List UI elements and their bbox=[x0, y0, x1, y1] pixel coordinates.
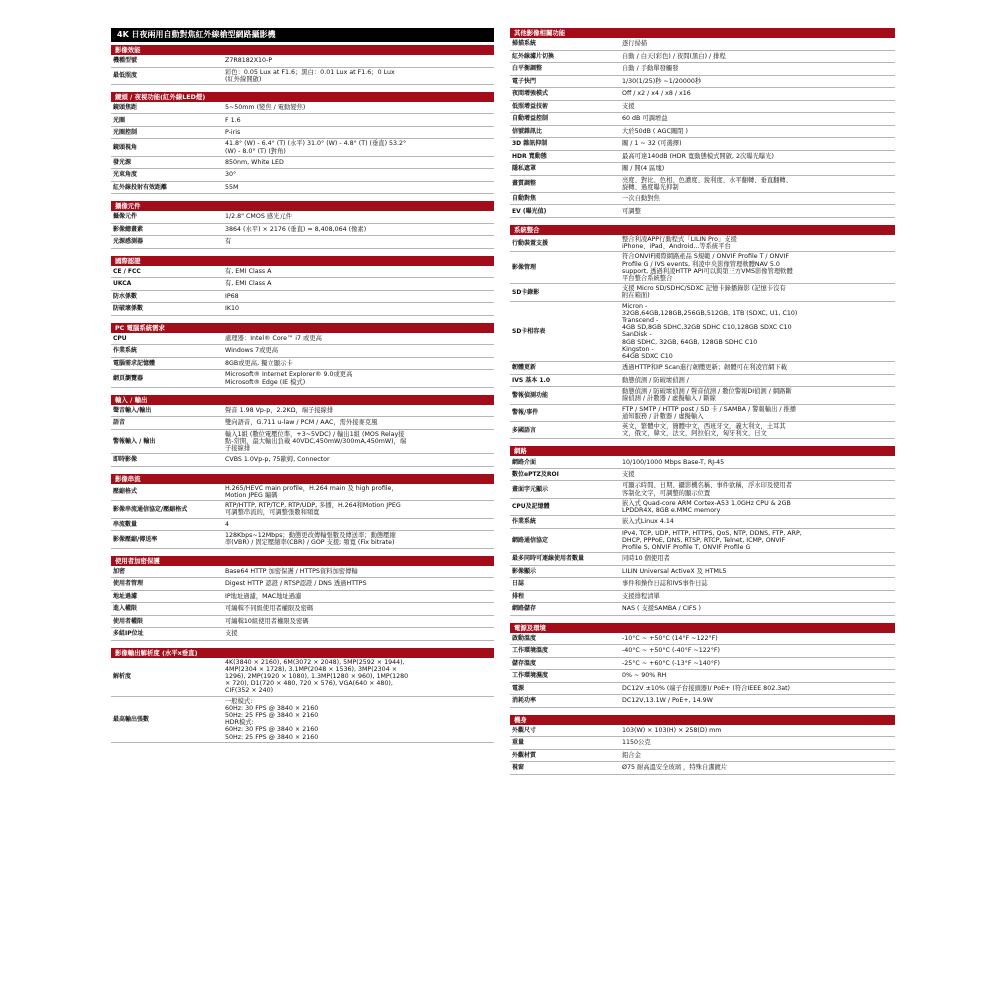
spec-label: 防破壞係數 bbox=[113, 305, 144, 313]
spec-row bbox=[111, 303, 494, 316]
spec-label: 紅外線濾片切換 bbox=[512, 52, 555, 60]
spec-value: 可編輯不同級使用者權限及密碼 bbox=[225, 605, 314, 613]
spec-label: 多國語言 bbox=[512, 426, 537, 434]
spec-row bbox=[510, 387, 895, 404]
spec-row bbox=[510, 163, 895, 176]
spec-value: 可顯示時間、日期、攝影機名稱、事件欲稱，浮水印及使用者 客制化文字，可調整的顯示位置 bbox=[622, 482, 793, 497]
spec-row bbox=[111, 114, 494, 127]
spec-value: 嵌入式 Quad-core ARM Cortex-A53 1.0GHz CPU & 2GB LPDDR4X, 8GB e.MMC memory bbox=[622, 499, 791, 514]
spec-value: -25°C ~ +60°C (-13°F ~140°F) bbox=[622, 659, 720, 667]
spec-row bbox=[111, 291, 494, 304]
spec-row bbox=[510, 750, 895, 763]
spec-row bbox=[510, 38, 895, 51]
spec-value: Z7R8182X10-P bbox=[225, 57, 273, 65]
section-spacer bbox=[510, 708, 895, 715]
spec-row bbox=[510, 603, 895, 616]
left-sections bbox=[111, 45, 494, 743]
spec-value: 支援 bbox=[622, 471, 635, 479]
section-spacer bbox=[111, 467, 494, 474]
spec-label: 隱私遮罩 bbox=[512, 165, 537, 173]
right-sections bbox=[510, 28, 895, 775]
spec-label: 3D 雜訊抑制 bbox=[512, 140, 548, 148]
spec-value: 可調整 bbox=[622, 207, 641, 215]
spec-label: 自動對焦 bbox=[512, 195, 537, 203]
spec-row bbox=[510, 205, 895, 218]
spec-label: 攝像元件 bbox=[113, 213, 138, 221]
spec-value: 4K(3840 × 2160), 6M(3072 × 2048), 5MP(2592 × 1944), 4MP(2304 × 1728), 3.1MP(2048 × 1536), 3MP(2304 × 1296), 2MP(1920 × 1080), 1.3MP(1280 × 960), 1MP(1280 × 720), D1(720 × 480, 720 × 576), VGA(640 × 480), CIF(352 × 240) bbox=[225, 658, 409, 695]
spec-label: HDR 寬動態 bbox=[512, 152, 547, 160]
spec-label: CE / FCC bbox=[113, 267, 141, 275]
spec-label: 工作環境濕度 bbox=[512, 672, 549, 680]
spec-value: 103(W) × 103(H) × 258(D) mm bbox=[622, 726, 722, 734]
spec-section bbox=[111, 556, 494, 641]
spec-row bbox=[510, 235, 895, 252]
spec-label: 影像壓縮/傳送率 bbox=[113, 535, 158, 543]
spec-row bbox=[510, 683, 895, 696]
section-spacer bbox=[111, 388, 494, 395]
section-spacer bbox=[111, 194, 494, 201]
spec-value: 關 / 開(4 區塊) bbox=[622, 165, 665, 173]
section-spacer bbox=[111, 85, 494, 92]
spec-label: 光圈控制 bbox=[113, 129, 138, 137]
spec-label: 行動裝置支援 bbox=[512, 239, 549, 247]
spec-label: 解析度 bbox=[113, 672, 132, 680]
spec-row bbox=[111, 278, 494, 291]
spec-label: 防水係數 bbox=[113, 292, 138, 300]
spec-row bbox=[111, 578, 494, 591]
spec-label: 紅外線投射有效距離 bbox=[113, 183, 168, 191]
spec-row bbox=[111, 566, 494, 579]
spec-value: 事件和操作日誌和IVS事件日誌 bbox=[622, 580, 708, 588]
right-spec-column bbox=[510, 28, 895, 775]
spec-label: CPU及記憶體 bbox=[512, 503, 550, 511]
spec-section bbox=[111, 474, 494, 549]
section-header: 使用者加密保護 bbox=[111, 556, 494, 566]
spec-row bbox=[510, 405, 895, 422]
spec-label: 串流數量 bbox=[113, 520, 138, 528]
spec-label: 白平衡調整 bbox=[512, 65, 543, 73]
spec-row bbox=[111, 519, 494, 532]
spec-row bbox=[111, 182, 494, 195]
spec-value: 支援 bbox=[225, 630, 238, 638]
spec-value: Base64 HTTP 加密保護 / HTTPS資料加密傳輸 bbox=[225, 567, 358, 575]
spec-label: SD卡相容表 bbox=[512, 327, 546, 335]
spec-value: 輸入1組 (數位電壓位準，+3~5VDC) / 輸出1組 (MOS Relay接 點-常開，最大輸出負載 40VDC,450mW/300mA,450mW)，端 子接線排 bbox=[225, 430, 407, 453]
left-spec-column bbox=[111, 28, 494, 743]
spec-value: 支援排程清單 bbox=[622, 592, 660, 600]
spec-label: SD卡錄影 bbox=[512, 288, 540, 296]
spec-value: LILIN Universal ActiveX 及 HTML5 bbox=[622, 567, 727, 575]
spec-value: 雙向語音，G.711 u-law / PCM / AAC，需外接麥克風 bbox=[225, 419, 378, 427]
spec-row bbox=[111, 333, 494, 346]
spec-row bbox=[510, 193, 895, 206]
spec-label: 消耗功率 bbox=[512, 697, 537, 705]
spec-label: 警報偵測功能 bbox=[512, 391, 549, 399]
spec-value: IP68 bbox=[225, 292, 239, 300]
spec-row bbox=[111, 430, 494, 455]
spec-label: 發光源 bbox=[113, 158, 132, 166]
spec-row bbox=[510, 529, 895, 554]
spec-label: 韌體更新 bbox=[512, 364, 537, 372]
section-spacer bbox=[111, 316, 494, 323]
spec-label: 光源感測器 bbox=[113, 238, 144, 246]
product-title: 4K 日夜兩用自動對焦紅外線槍型網路攝影機 bbox=[111, 28, 494, 42]
section-spacer bbox=[510, 439, 895, 446]
spec-label: 使用者權限 bbox=[113, 617, 144, 625]
spec-row bbox=[510, 578, 895, 591]
spec-label: 聲音輸入/輸出 bbox=[113, 406, 152, 414]
spec-row bbox=[111, 345, 494, 358]
spec-value: 41.8° (W) - 6.4° (T) (水平) 31.0° (W) - 4.8° (T) (垂直) 53.2° (W) - 8.0° (T) (對角) bbox=[225, 140, 407, 155]
section-header: 攝像元件 bbox=[111, 201, 494, 211]
spec-value: DC12V,13.1W / PoE+, 14.9W bbox=[622, 697, 713, 705]
spec-row bbox=[111, 616, 494, 629]
spec-row bbox=[510, 670, 895, 683]
spec-label: 影像總畫素 bbox=[113, 225, 144, 233]
spec-value: 逐行掃描 bbox=[622, 40, 648, 48]
spec-value: 大於50dB ( AGC關閉 ) bbox=[622, 127, 688, 135]
section-header: 機身 bbox=[510, 715, 895, 725]
spec-value: 動態偵測 / 防破壞偵測 / bbox=[622, 376, 689, 384]
spec-row bbox=[111, 405, 494, 418]
spec-value: 聲音 1.98 Vp-p，2.2KΩ，端子接線排 bbox=[225, 406, 334, 414]
section-header: 影像效能 bbox=[111, 45, 494, 55]
spec-value: 支援 bbox=[622, 102, 635, 110]
spec-value: 亮度、對比、色相、色濃度、銳利度、水平翻轉、垂直翻轉、 旋轉、過度曝光抑制 bbox=[622, 176, 793, 191]
spec-label: 壓縮格式 bbox=[113, 488, 138, 496]
spec-value: 處理器：Intel® Core™ i7 或更高 bbox=[225, 334, 322, 342]
spec-label: 視窗 bbox=[512, 764, 525, 772]
spec-section bbox=[510, 28, 895, 218]
spec-value: 5~50mm (變焦 / 電動變焦) bbox=[225, 104, 306, 112]
spec-value: P-iris bbox=[225, 129, 241, 137]
spec-row bbox=[510, 51, 895, 64]
spec-row bbox=[510, 113, 895, 126]
spec-label: 最低照度 bbox=[113, 72, 138, 80]
spec-row bbox=[510, 362, 895, 375]
spec-row bbox=[111, 68, 494, 85]
spec-value: 55M bbox=[225, 183, 239, 191]
spec-label: 加密 bbox=[113, 567, 126, 575]
spec-row bbox=[510, 302, 895, 363]
spec-label: 外觀尺寸 bbox=[512, 726, 537, 734]
spec-row bbox=[111, 531, 494, 548]
section-spacer bbox=[510, 218, 895, 225]
spec-label: 機種型號 bbox=[113, 57, 138, 65]
spec-row bbox=[510, 499, 895, 516]
section-header: 鏡頭 / 夜視功能(紅外線LED燈) bbox=[111, 92, 494, 102]
spec-row bbox=[111, 55, 494, 68]
spec-label: 作業系統 bbox=[113, 347, 138, 355]
section-header: 輸入 / 輸出 bbox=[111, 395, 494, 405]
spec-row bbox=[111, 628, 494, 641]
spec-label: 外觀材質 bbox=[512, 751, 537, 759]
spec-row bbox=[510, 645, 895, 658]
spec-value: 一次自動對焦 bbox=[622, 195, 660, 203]
spec-row bbox=[510, 176, 895, 193]
spec-label: 排程 bbox=[512, 592, 525, 600]
spec-value: 自動 / 白天(彩色) / 夜間(黑白) / 排程 bbox=[622, 52, 726, 60]
spec-label: 日誌 bbox=[512, 580, 525, 588]
spec-label: 多組IP位址 bbox=[113, 630, 144, 638]
spec-value: 關 / 1 ~ 32 (可選擇) bbox=[622, 140, 682, 148]
spec-value: 自動 / 手動單發觸發 bbox=[622, 65, 679, 73]
spec-section bbox=[111, 323, 494, 388]
spec-section bbox=[510, 446, 895, 615]
spec-label: 使用者管理 bbox=[113, 580, 144, 588]
spec-row bbox=[510, 516, 895, 529]
spec-row bbox=[111, 417, 494, 430]
spec-label: 最多同時可連線使用者數量 bbox=[512, 555, 585, 563]
spec-label: 地址過濾 bbox=[113, 592, 138, 600]
spec-value: 彩色：0.05 Lux at F1.6；黑白：0.01 Lux at F1.6；0 Lux (紅外線開啟) bbox=[225, 68, 395, 83]
spec-row bbox=[510, 591, 895, 604]
spec-value: 英文，繁體中文，簡體中文，西班牙文，義大利文，土耳其 文，俄文，韓文，法文，阿拉伯文，匈牙利文，日文 bbox=[622, 422, 786, 438]
spec-row bbox=[510, 725, 895, 738]
spec-row bbox=[510, 63, 895, 76]
spec-row bbox=[111, 102, 494, 115]
spec-row bbox=[111, 169, 494, 182]
spec-label: 儲存溫度 bbox=[512, 659, 537, 667]
spec-value: 850nm, White LED bbox=[225, 158, 284, 166]
spec-value: CVBS 1.0Vp-p, 75歐姆, Connector bbox=[225, 456, 330, 464]
spec-label: 畫面字元顯示 bbox=[512, 485, 549, 493]
spec-value: 1/30(1/25)秒 ~1/20000秒 bbox=[622, 77, 702, 85]
spec-section bbox=[510, 623, 895, 708]
spec-label: 鏡頭焦距 bbox=[113, 104, 138, 112]
spec-value: Microsoft® Internet Explorer® 9.0或更高 Microsoft® Edge (IE 模式) bbox=[225, 371, 353, 386]
spec-label: 信號雜訊比 bbox=[512, 127, 543, 135]
spec-label: 影像管理 bbox=[512, 264, 537, 272]
spec-value: 有 bbox=[225, 238, 232, 246]
spec-value: 有, EMI Class A bbox=[225, 280, 272, 288]
spec-row bbox=[111, 236, 494, 249]
spec-row bbox=[111, 603, 494, 616]
spec-label: 影像顯示 bbox=[512, 567, 537, 575]
spec-row bbox=[111, 454, 494, 467]
section-header: 電源及環境 bbox=[510, 623, 895, 633]
spec-row bbox=[510, 422, 895, 439]
spec-row bbox=[510, 658, 895, 671]
spec-value: 60 dB 可調增益 bbox=[622, 115, 668, 123]
spec-label: 電源 bbox=[512, 684, 525, 692]
section-spacer bbox=[111, 641, 494, 648]
spec-value: IPv4, TCP, UDP, HTTP, HTTPS, QoS, NTP, DDNS, FTP, ARP, DHCP, PPPoE, DNS, RTSP, RTCP, Telnet, ICMP, ONVIF Profile S, ONVIF Profile T, ONVIF Profile G bbox=[622, 529, 802, 552]
spec-row bbox=[111, 484, 494, 501]
spec-value: 1/2.8" CMOS 感光元件 bbox=[225, 213, 293, 221]
spec-label: 電腦需求記憶體 bbox=[113, 359, 156, 367]
spec-value: Micron - 32GB,64GB,128GB,256GB,512GB, 1TB (SDXC, U1, C10) Transcend - 4GB SD,8GB SDHC,32GB SDHC C10,128GB SDXC C10 SanDisk - 8GB SDHC, 32GB, 64GB, 128GB SDHC C10 Kingston - 64GB SDXC C10 bbox=[622, 302, 798, 360]
spec-row bbox=[510, 633, 895, 646]
spec-value: 整合利凌APP行動程式「LILIN Pro」支援 iPhone、iPad、Android...等系統平台 bbox=[622, 235, 737, 251]
spec-value: Digest HTTP 認證 / RTSP認證 / DNS 透過HTTPS bbox=[225, 580, 367, 588]
spec-label: 畫質調整 bbox=[512, 180, 537, 188]
section-spacer bbox=[111, 549, 494, 556]
spec-value: F 1.6 bbox=[225, 116, 241, 124]
spec-label: 作業系統 bbox=[512, 518, 537, 526]
spec-row bbox=[111, 224, 494, 237]
spec-label: 掃描系統 bbox=[512, 40, 537, 48]
spec-row bbox=[510, 762, 895, 775]
spec-value: 4 bbox=[225, 520, 230, 528]
spec-value: Ø75 耐高溫安全玻璃 ，特殊自潔鍍片 bbox=[622, 764, 728, 772]
spec-row bbox=[510, 375, 895, 388]
spec-label: 自動增益控制 bbox=[512, 115, 549, 123]
spec-value: RTP/HTTP, RTP/TCP, RTP/UDP, 多播，H.264和Motion JPEG 可調整串流的，可調整張數和頻寬 bbox=[225, 502, 401, 517]
spec-label: 影像串流通信協定/壓縮格式 bbox=[113, 505, 188, 513]
spec-row bbox=[510, 252, 895, 284]
spec-value: FTP / SMTP / HTTP post / SD 卡 / SAMBA / 警報輸出 / 推播 通知服務 / 計數器 / 虛擬輸入 bbox=[622, 405, 797, 420]
spec-label: 網頁瀏覽器 bbox=[113, 374, 144, 382]
spec-value: NAS ( 支援SAMBA / CIFS ) bbox=[622, 605, 701, 613]
spec-label: IVS 基本 1.0 bbox=[512, 376, 551, 384]
spec-row bbox=[510, 88, 895, 101]
spec-label: 光束角度 bbox=[113, 171, 138, 179]
spec-row bbox=[510, 481, 895, 498]
spec-row bbox=[111, 501, 494, 518]
spec-row bbox=[510, 566, 895, 579]
spec-label: 進入權限 bbox=[113, 605, 138, 613]
spec-row bbox=[111, 658, 494, 697]
spec-row bbox=[510, 138, 895, 151]
spec-row bbox=[111, 266, 494, 279]
spec-value: 3864 (水平) × 2176 (垂直) = 8,408,064 (像素) bbox=[225, 225, 367, 233]
spec-value: IK10 bbox=[225, 305, 239, 313]
section-header: 網路 bbox=[510, 446, 895, 456]
spec-row bbox=[510, 469, 895, 482]
spec-value: 動態偵測 / 防破壞偵測 / 聲音偵測 / 數位警報DI偵測 / 網路斷 線偵測 / 計數器 / 虛擬輸入 / 斷線 bbox=[622, 388, 792, 403]
spec-value: 嵌入式Linux 4.14 bbox=[622, 518, 674, 526]
spec-label: 工作環境溫度 bbox=[512, 647, 549, 655]
section-header: 國際認證 bbox=[111, 256, 494, 266]
spec-label: 電子快門 bbox=[512, 77, 537, 85]
section-header: PC 電腦系統需求 bbox=[111, 323, 494, 333]
spec-value: 最高可達140dB (HDR 寬動態模式開啟, 2次曝光曝光) bbox=[622, 152, 774, 160]
spec-section bbox=[510, 225, 895, 439]
spec-section bbox=[510, 715, 895, 775]
spec-label: CPU bbox=[113, 334, 127, 342]
spec-label: 數位ePTZ及ROI bbox=[512, 471, 559, 479]
spec-row bbox=[111, 211, 494, 224]
section-spacer bbox=[510, 616, 895, 623]
spec-label: 警報/事件 bbox=[512, 409, 539, 417]
spec-section bbox=[111, 256, 494, 316]
section-header: 系統整合 bbox=[510, 225, 895, 235]
spec-row bbox=[111, 358, 494, 371]
spec-label: 語音 bbox=[113, 419, 126, 427]
spec-section bbox=[111, 92, 494, 194]
spec-label: 網路介面 bbox=[512, 458, 537, 466]
spec-value: 可編輯10組使用者權限及密碼 bbox=[225, 617, 309, 625]
spec-value: 支援 Micro SD/SDHC/SDXC 記憶卡錄播錄影 (記憶卡沒有 附在箱面) bbox=[622, 285, 786, 300]
spec-row bbox=[510, 695, 895, 708]
spec-label: 網路通信協定 bbox=[512, 536, 549, 544]
spec-value: IP地址過濾，MAC地址過濾 bbox=[225, 592, 302, 600]
spec-value: 128Kbps~12Mbps；動態更改傳輸張數及傳送率；動態壓縮 率(VBR) / 固定壓縮率(CBR) / GOP 支援; 頻寬 (Fix bitrate) bbox=[225, 532, 396, 547]
spec-label: UKCA bbox=[113, 280, 132, 288]
spec-row bbox=[111, 127, 494, 140]
section-header: 其他影像相關功能 bbox=[510, 28, 895, 38]
spec-label: 啟動溫度 bbox=[512, 634, 537, 642]
spec-row bbox=[510, 553, 895, 566]
spec-row bbox=[111, 157, 494, 170]
spec-value: H.265/HEVC main profile，H.264 main 及 high profile， Motion JPEG 編碼 bbox=[225, 484, 398, 500]
section-header: 影像串流 bbox=[111, 474, 494, 484]
section-spacer bbox=[111, 249, 494, 256]
spec-label: EV (曝光值) bbox=[512, 207, 547, 215]
spec-section bbox=[111, 201, 494, 249]
spec-value: 8GB或更高, 獨立顯示卡 bbox=[225, 359, 293, 367]
spec-value: 鋁合金 bbox=[622, 751, 641, 759]
spec-section bbox=[111, 395, 494, 467]
spec-value: 30° bbox=[225, 171, 237, 179]
spec-label: 網路儲存 bbox=[512, 605, 537, 613]
spec-value: DC12V ±10% (端子台接頭器)/ PoE+ (符合IEEE 802.3at) bbox=[622, 684, 790, 692]
spec-row bbox=[510, 151, 895, 164]
spec-label: 最高輸出張數 bbox=[113, 715, 150, 723]
spec-row bbox=[510, 76, 895, 89]
spec-label: 鏡頭視角 bbox=[113, 144, 138, 151]
spec-row bbox=[111, 697, 494, 743]
spec-label: 低照增益技術 bbox=[512, 102, 549, 110]
spec-section bbox=[111, 45, 494, 85]
spec-value: 同時10 個使用者 bbox=[622, 555, 670, 563]
spec-value: 符合ONVIF國際網路產品 S規範 / ONVIF Profile T / ONVIF Profile G / IVS events, 利凌中央影像管理軟體NAV 5.0 support, 透過利凌HTTP API可以與第三方VMS影像管理軟體 平台整合系統整合 bbox=[622, 253, 793, 282]
spec-row bbox=[111, 370, 494, 387]
spec-value: 0% ~ 90% RH bbox=[622, 672, 667, 680]
spec-label: 即時影像 bbox=[113, 456, 138, 464]
spec-value: -40°C ~ +50°C (-40°F ~122°F) bbox=[622, 647, 720, 655]
spec-value: Windows 7或更高 bbox=[225, 347, 279, 355]
spec-value: 10/100/1000 Mbps Base-T, RJ-45 bbox=[622, 458, 725, 466]
spec-label: 夜間增強模式 bbox=[512, 90, 549, 98]
spec-row bbox=[510, 284, 895, 301]
spec-value: -10°C ~ +50°C (14°F ~122°F) bbox=[622, 634, 718, 642]
spec-label: 警報輸入 / 輸出 bbox=[113, 437, 156, 445]
spec-value: 一般模式: 60Hz: 30 FPS @ 3840 × 2160 50Hz: 25 FPS @ 3840 × 2160 HDR模式: 60Hz: 30 FPS @ 3840 × 2160 50Hz: 25 FPS @ 3840 × 2160 bbox=[225, 697, 319, 741]
spec-row bbox=[111, 139, 494, 156]
spec-value: Off / x2 / x4 / x8 / x16 bbox=[622, 90, 691, 98]
spec-row bbox=[111, 591, 494, 604]
spec-label: 光圈 bbox=[113, 116, 126, 124]
spec-row bbox=[510, 101, 895, 114]
spec-row bbox=[510, 126, 895, 139]
spec-value: 1150公克 bbox=[622, 739, 651, 747]
spec-row bbox=[510, 456, 895, 469]
spec-value: 透過HTTP和IP Scan進行韌體更新；韌體可在利凌官網下載 bbox=[622, 364, 788, 372]
spec-section bbox=[111, 648, 494, 743]
spec-row bbox=[510, 737, 895, 750]
spec-label: 重量 bbox=[512, 739, 525, 747]
section-header: 影像輸出解析度 (水平x垂直) bbox=[111, 648, 494, 658]
spec-value: 有, EMI Class A bbox=[225, 267, 272, 275]
